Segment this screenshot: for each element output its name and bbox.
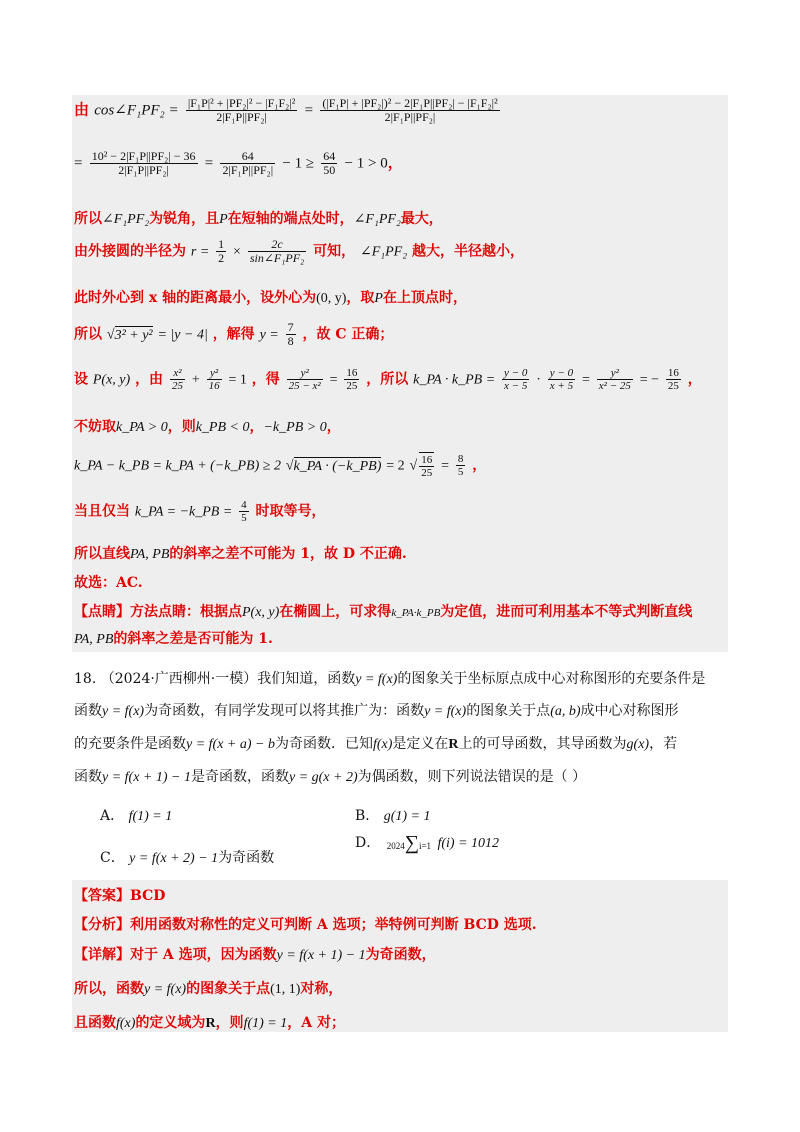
question-line-3: 的充要条件是函数y = f(x + a) − b为奇函数．已知f(x)是定义在R上的可导函数，其导函数为g(x)，若 xyxy=(74,736,678,752)
solution-line-9: k_PA − k_PB = k_PA + (−k_PB) ≥ 2 √k_PA · (−k_PB) = 2 √ $\frac{16}{25}$ = $\frac{8}{5}$ ， xyxy=(74,453,487,480)
solution-line-1: 由 cos∠F₁PF₂ = $\frac{\text{|F₁P|² + |PF₂|² − |F₁F₂|²}}{\text{2|F₁P||PF₂|}}$ = $\frac{\text{(|F₁P| + |PF₂|)² − 2|F₁P||PF₂| − |F₁F₂|²}}{\text{2|F₁P||PF₂|}}$ xyxy=(74,96,498,125)
option-d[interactable]: D． 2024∑i=1 f(i) = 1012 xyxy=(355,832,500,854)
solution-line-2: = $\frac{\text{10² − 2|F₁P||PF₂| − 36}}{\text{2|F₁P||PF₂|}}$ = $\frac{64}{\text{2|F₁P||PF₂|}}$ − 1 ≥ $\frac{64}{50}$ − 1 > 0， xyxy=(74,149,403,178)
tip-line-1: 【点睛】方法点睛：根据点P(x, y)在椭圆上，可求得k_PA·k_PB为定值，进而可利用基本不等式判断直线 xyxy=(74,604,693,620)
question-number: 18. xyxy=(74,671,97,687)
detail-line-2: 所以，函数y = f(x)的图象关于点(1, 1)对称， xyxy=(74,981,343,997)
solution-line-3: 所以∠F₁PF₂为锐角，且P在短轴的端点处时，∠F₁PF₂最大， xyxy=(74,211,443,227)
option-a[interactable]: A． f(1) = 1 xyxy=(100,808,173,824)
option-c[interactable]: C． y = f(x + 2) − 1为奇函数 xyxy=(100,850,275,866)
detail-line-1: 【详解】对于 A 选项，因为函数y = f(x + 1) − 1为奇函数， xyxy=(74,947,436,963)
analysis-line: 【分析】利用函数对称性的定义可判断 A 选项；举特例可判断 BCD 选项. xyxy=(74,917,537,933)
question-line-4: 函数y = f(x + 1) − 1是奇函数，函数y = g(x + 2)为偶函数，则下列说法错误的是（ ） xyxy=(74,769,587,785)
solution-line-4: 由外接圆的半径为 r = $\frac{1}{2}$ × $\frac{2c}{\text{sin∠F₁PF₂}}$ 可知， ∠F₁PF₂ 越大，半径越小， xyxy=(74,237,524,266)
solution-line-6: 所以 √3² + y² = |y − 4| ，解得 y = $\frac{7}{8}$ ，故 C 正确； xyxy=(74,320,394,349)
option-b[interactable]: B． g(1) = 1 xyxy=(355,808,431,824)
answer-line: 【答案】BCD xyxy=(74,888,166,904)
question-line-1: 18. （2024·广西柳州·一模）我们知道，函数y = f(x)的图象关于坐标原点成中心对称图形的充要条件是 xyxy=(74,671,706,687)
question-source: （2024·广西柳州·一模） xyxy=(100,671,258,687)
question-line-2: 函数y = f(x)为奇函数，有同学发现可以将其推广为：函数y = f(x)的图象关于点(a, b)成中心对称图形 xyxy=(74,703,679,719)
solution-line-5: 此时外心到 x 轴的距离最小，设外心为(0, y)，取P在上顶点时， xyxy=(74,290,467,306)
solution-line-10: 当且仅当 k_PA = −k_PB = $\frac{4}{5}$ 时取等号， xyxy=(74,499,326,525)
solution-line-8: 不妨取k_PA > 0，则k_PB < 0，−k_PB > 0， xyxy=(74,419,341,435)
solution-line-11: 所以直线PA, PB的斜率之差不可能为 1，故 D 不正确. xyxy=(74,546,407,562)
solution-choice: 故选：AC. xyxy=(74,575,143,591)
tip-line-2: PA, PB的斜率之差是否可能为 1. xyxy=(74,631,273,647)
solution-line-7: 设 P(x, y) ，由 $\frac{\text{x²}}{25}$ + $\frac{\text{y²}}{16}$ = 1 ，得 $\frac{\text{y²}}{\text{25 − x²}}$ = $\frac{16}{25}$ ，所以 k_PA · k_PB = $\frac{y - 0}{x - 5}$ · $\frac{y - 0}{x + 5}$ = $\frac{\text{y²}}{\text{x² − 25}}$ = − $\frac{16}{25}$ ， xyxy=(74,367,702,393)
detail-line-3: 且函数f(x)的定义域为R，则f(1) = 1，A 对； xyxy=(74,1015,345,1031)
